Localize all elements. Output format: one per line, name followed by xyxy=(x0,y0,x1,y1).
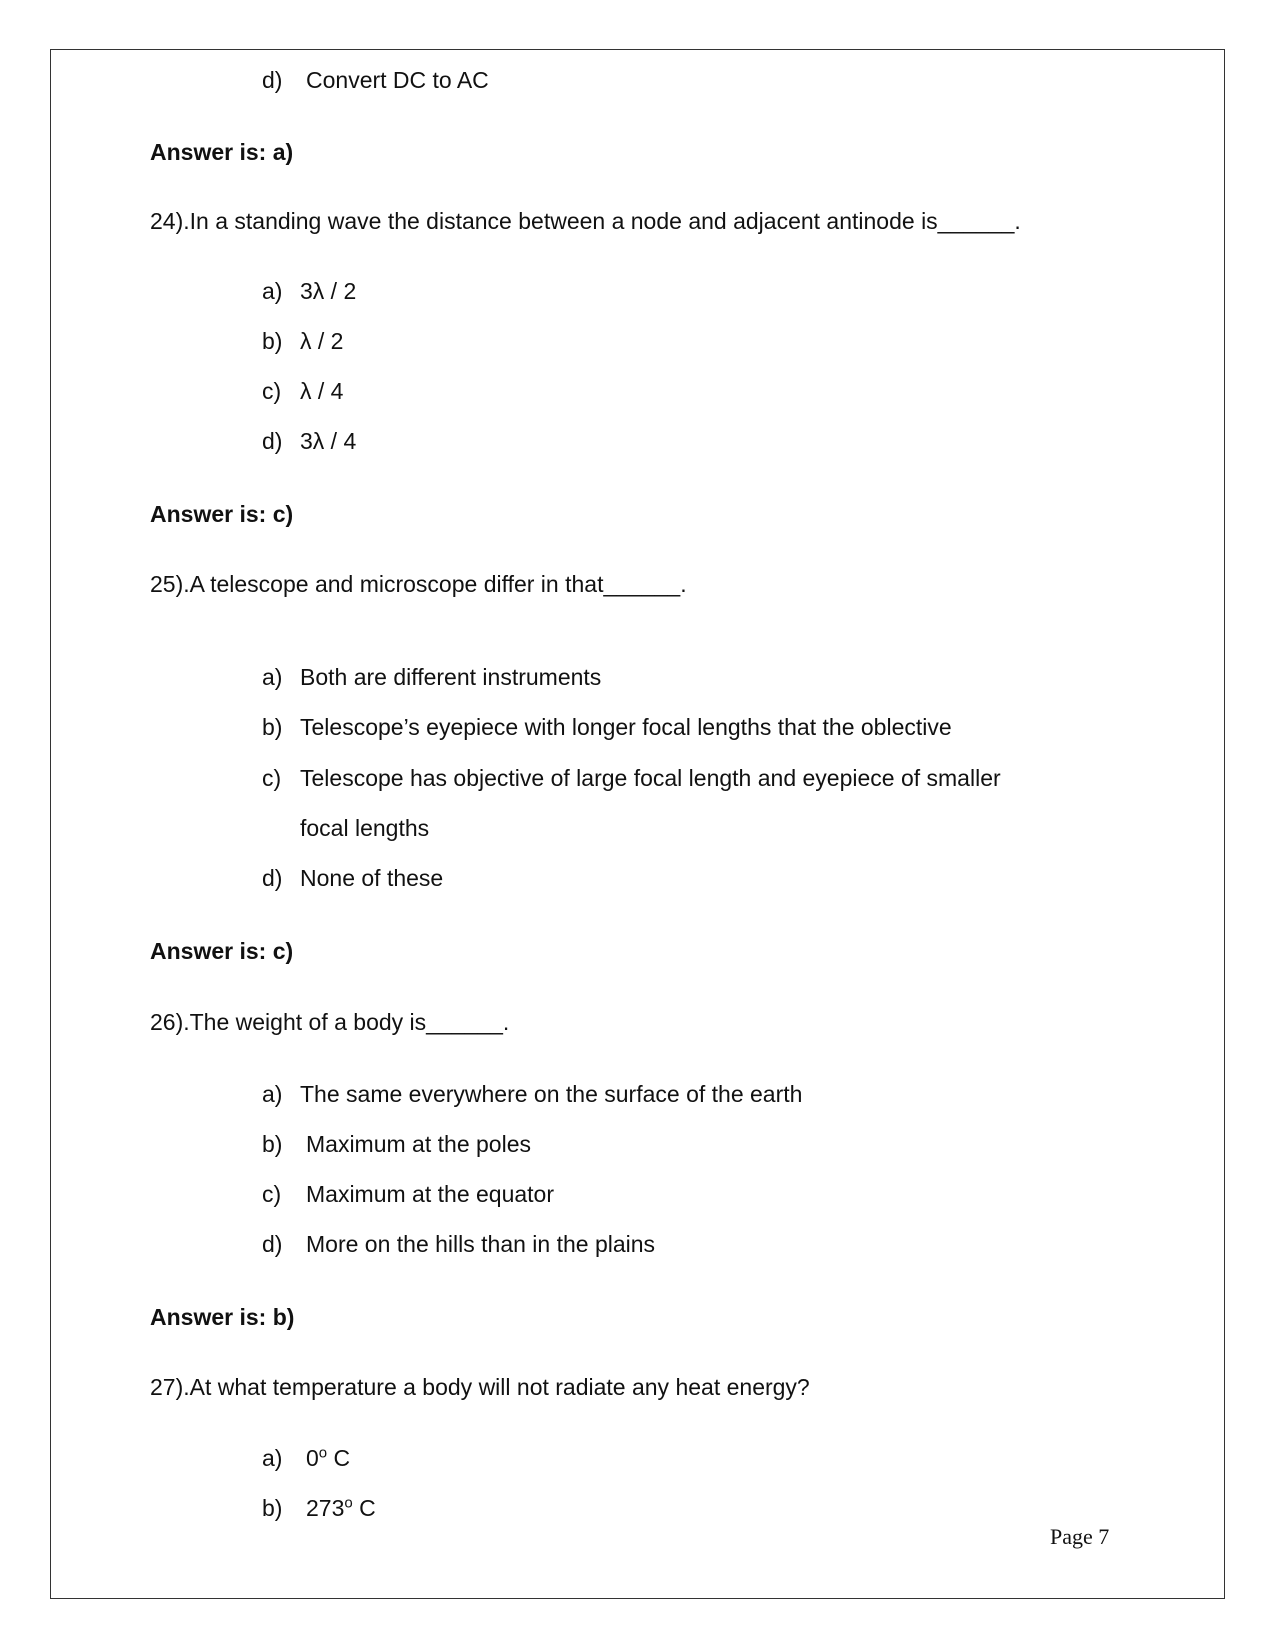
question-27: 27).At what temperature a body will not radiate any heat energy? xyxy=(150,1374,810,1400)
question-26: 26).The weight of a body is______. xyxy=(150,1009,510,1035)
option-text: More on the hills than in the plains xyxy=(306,1231,656,1257)
degree-superscript: o xyxy=(344,1494,353,1512)
option-text: focal lengths xyxy=(300,815,430,841)
answer-25: Answer is: c) xyxy=(150,938,294,964)
temperature-value: 0 xyxy=(306,1445,319,1471)
option-letter: b) xyxy=(262,328,283,354)
option-text: 3λ / 2 xyxy=(300,278,357,304)
question-24: 24).In a standing wave the distance between a node and adjacent antinode is______. xyxy=(150,208,1021,234)
option-letter: a) xyxy=(262,664,283,690)
option-text xyxy=(306,1444,350,1472)
option-letter: b) xyxy=(262,1131,283,1157)
option-text: Both are different instruments xyxy=(300,664,602,690)
option-letter: b) xyxy=(262,1495,283,1521)
option-letter: c) xyxy=(262,378,282,404)
option-letter: a) xyxy=(262,278,283,304)
option-text: Maximum at the poles xyxy=(306,1131,531,1157)
answer-prev: Answer is: a) xyxy=(150,139,294,165)
answer-24: Answer is: c) xyxy=(150,501,294,527)
option-letter: c) xyxy=(262,765,282,791)
option-letter: d) xyxy=(262,865,283,891)
temperature-unit: C xyxy=(327,1445,351,1471)
option-text xyxy=(306,1494,376,1522)
option-text: The same everywhere on the surface of the earth xyxy=(300,1081,803,1107)
degree-superscript: o xyxy=(318,1444,328,1462)
option-text: None of these xyxy=(300,865,444,891)
option-text: 3λ / 4 xyxy=(300,428,357,454)
question-25: 25).A telescope and microscope differ in that______. xyxy=(150,571,687,597)
option-letter: d) xyxy=(262,67,283,93)
option-letter: a) xyxy=(262,1081,283,1107)
answer-26: Answer is: b) xyxy=(150,1304,295,1330)
option-letter: b) xyxy=(262,714,283,740)
option-letter: c) xyxy=(262,1181,282,1207)
temperature-unit: C xyxy=(352,1495,376,1521)
option-text: Telescope has objective of large focal length and eyepiece of smaller xyxy=(300,765,1001,791)
option-text: λ / 4 xyxy=(300,378,344,404)
page-number: Page 7 xyxy=(1050,1524,1110,1549)
option-letter: d) xyxy=(262,428,283,454)
page-border xyxy=(50,49,1225,1599)
option-text: λ / 2 xyxy=(300,328,344,354)
option-text: Maximum at the equator xyxy=(306,1181,555,1207)
temperature-value: 273 xyxy=(306,1495,345,1521)
option-text: Convert DC to AC xyxy=(306,67,489,93)
option-letter: d) xyxy=(262,1231,283,1257)
option-letter: a) xyxy=(262,1445,283,1471)
option-text: Telescope’s eyepiece with longer focal lengths that the oblective xyxy=(300,714,952,740)
